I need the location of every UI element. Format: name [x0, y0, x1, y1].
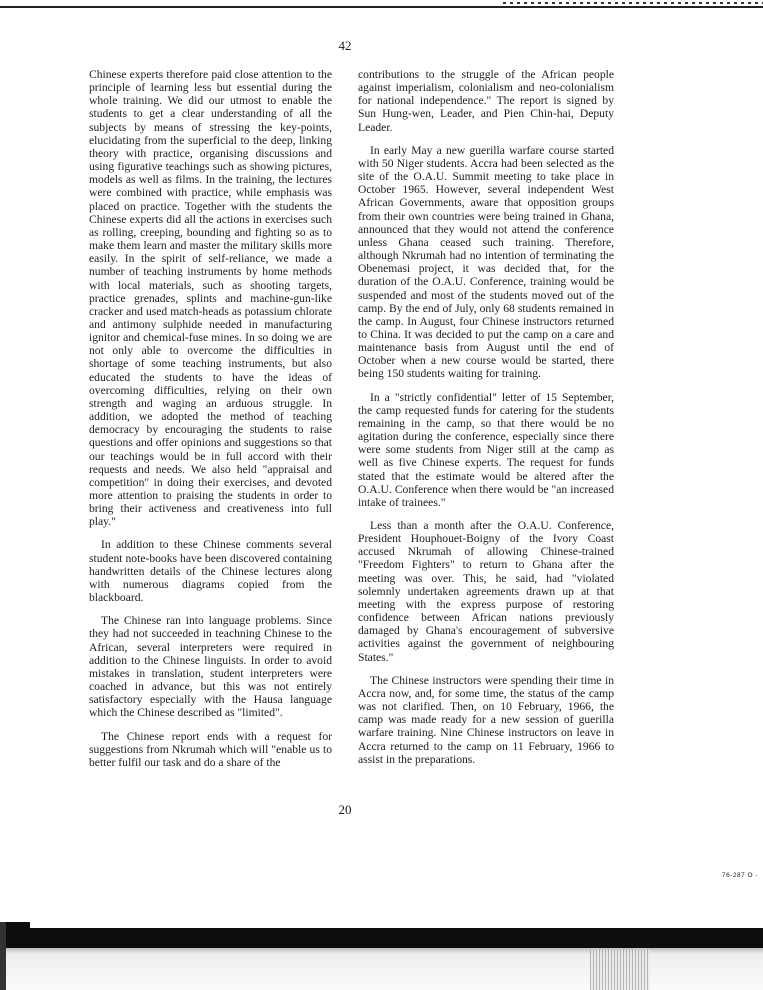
print-code: 76-287 O -	[722, 872, 759, 879]
page-number-top: 42	[338, 38, 352, 53]
right-paragraph-5: The Chinese instructors were spending their time in Accra now, and, for some time, the status of the camp was not clarified. Then, on 10 February, 1966, the camp was made ready for a new session of guerilla warfare training. Nine Chinese instructors on leave in Accra returned to the camp on 11 February, 1966 to assist in the preparations.	[358, 673, 614, 766]
top-dotted-rule	[503, 2, 763, 4]
scan-artifact-stripe	[590, 950, 650, 990]
scan-left-edge	[0, 922, 6, 990]
page-number-bottom: 20	[338, 802, 352, 817]
top-border-rule	[0, 6, 763, 8]
right-paragraph-1: contributions to the struggle of the African people against imperialism, colonialism and neo-colonialism for national independence." The report is signed by Sun Hung-wen, Leader, and Pien Chin-hai, Deputy Leader.	[358, 68, 614, 134]
left-paragraph-2: In addition to these Chinese comments several student note-books have been discovered containing handwritten details of the Chinese lectures along with numerous diagrams copied from the blackboard.	[89, 538, 332, 605]
right-text-column	[358, 68, 614, 776]
left-paragraph-1: Chinese experts therefore paid close attention to the principle of learning less but essential during the whole training. We did our utmost to enable the students to get a clear understanding of all the subjects by means of stressing the key-points, elucidating from the superficial to the deep, linking theory with practice, organising discussions and using figurative teachings such as showing pictures, models as well as films. In the training, the lectures were combined with practice, while emphasis was placed on practice. Together with the students the Chinese experts did all the actions in exercises such as rolling, creeping, bounding and fighting so as to make them learn and master the military skills more easily. In the spirit of self-reliance, we made a number of teaching instruments by home methods with local materials, such as shooting targets, practice grenades, splints and machine-gun-like cracker and used match-heads as potassium chlorate and antimony sulphide needed in manufacturing ignitor and chemical-fuse mines. In so doing we are not only able to overcome the difficulties in shortage of some teaching instruments, but also educated the students to have the ideas of overcoming difficulties, relying on their own strength and waging an arduous struggle. In addition, we adopted the method of teaching democracy by encouraging the students to raise questions and offer opinions and suggestions so that our teachings would be in full accord with their requests and needs. We also held "appraisal and competition" in doing their exercises, and devoted more attention to praising the students in order to bring their activeness and creativeness into full play."	[89, 68, 332, 529]
right-paragraph-4: Less than a month after the O.A.U. Conference, President Houphouet-Boigny of the Ivory Coast accused Nkrumah of allowing Chinese-trained "Freedom Fighters" to return to Ghana after the meeting was over. This, he said, had "violated solemnly undertaken agreements drawn up at that meeting with the express purpose of restoring confidence between African nations previously damaged by Ghana's encouragement of subversive activities against the government of neighbouring States."	[358, 519, 614, 664]
left-text-column	[89, 68, 332, 779]
scan-bottom-band	[0, 928, 763, 948]
left-paragraph-4: The Chinese report ends with a request for suggestions from Nkrumah which will "enable us to better fulfil our task and do a share of the	[89, 729, 332, 769]
left-paragraph-3: The Chinese ran into language problems. Since they had not succeeded in teachning Chinese to the African, several interpreters were required in addition to the Chinese linguists. In order to avoid mistakes in translation, student interpreters were coached in advance, but this was not entirely satisfactory especially with the Hausa language which the Chinese described as "limited".	[89, 614, 332, 720]
right-paragraph-2: In early May a new guerilla warfare course started with 50 Niger students. Accra had been selected as the site of the O.A.U. Summit meeting to take place in October 1965. However, several independent West African Governments, aware that opposition groups from their own countries were being trained in Ghana, announced that they would not attend the conference unless Ghana ceased such training. Therefore, although Nkrumah had no intention of terminating the Obenemasi project, it was decided that, for the duration of the O.A.U. Conference, training would be suspended and most of the students moved out of the camp. By the end of July, only 68 students remained in the camp. In August, four Chinese instructors returned to China. It was decided to put the camp on a care and maintenance basis from August until the end of October when a new course would be started, there being 150 students waiting for training.	[358, 143, 614, 381]
right-paragraph-3: In a "strictly confidential" letter of 15 September, the camp requested funds for catering for the students remaining in the camp, so that there would be no agitation during the conference, especially since there were some students from Niger still at the camp as well as five Chinese experts. The request for funds stated that the estimate would be altered after the O.A.U. Conference when there would be "an increased intake of trainees."	[358, 390, 614, 509]
